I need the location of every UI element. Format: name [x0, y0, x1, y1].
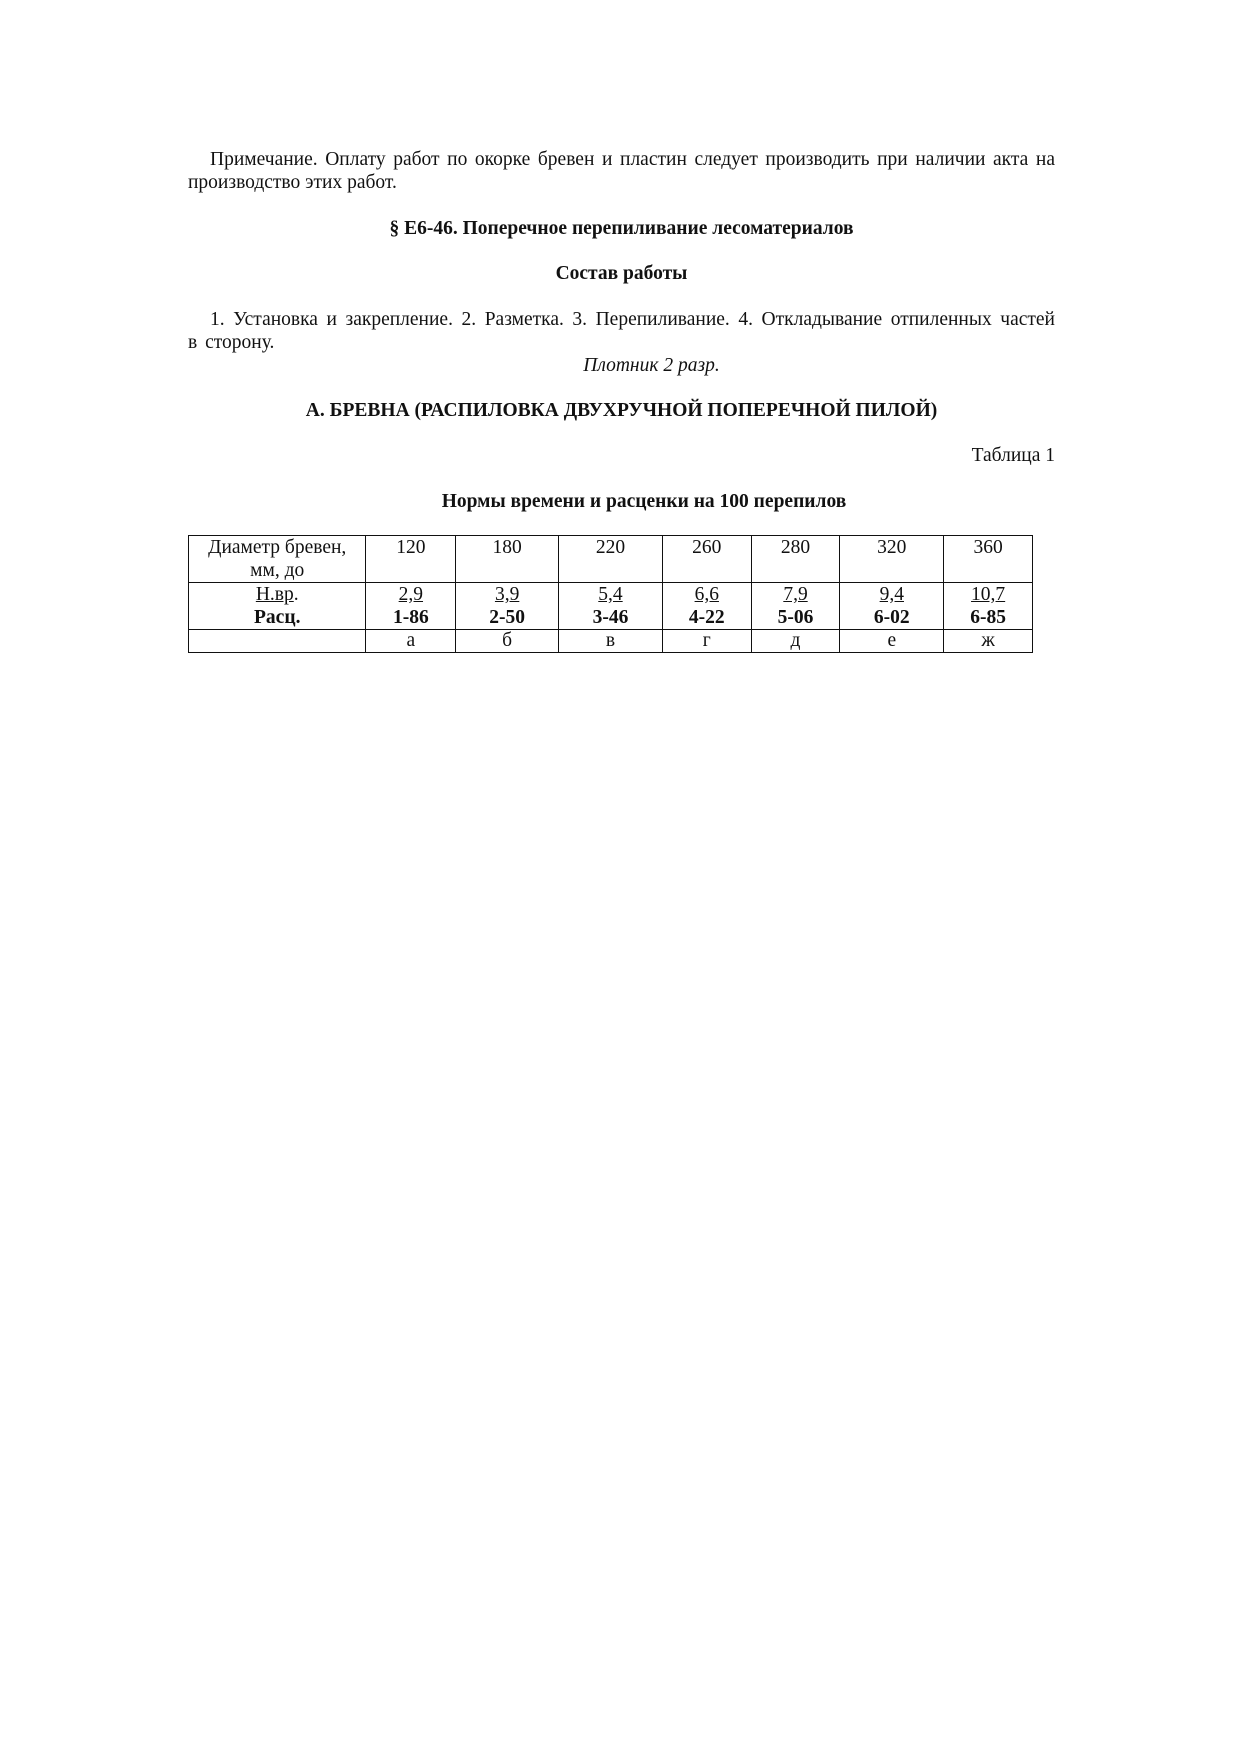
column-letter-cell: е	[840, 630, 944, 653]
empty-cell	[189, 630, 366, 653]
norm-value: 6,6	[694, 584, 719, 605]
norm-value: 2,9	[398, 584, 424, 605]
norm-rate-cell	[559, 583, 663, 630]
rate-value: 6-02	[873, 607, 910, 628]
column-letter-cell: г	[662, 630, 751, 653]
table-row-norms	[189, 583, 1033, 630]
rate-value: 5-06	[777, 607, 814, 628]
diameter-cell: 220	[559, 536, 663, 583]
norm-value: 7,9	[783, 584, 808, 605]
rate-value: 3-46	[592, 607, 629, 628]
table-number: Таблица 1	[971, 445, 1055, 466]
norm-label-dot: .	[293, 584, 299, 605]
rate-value: 4-22	[688, 607, 725, 628]
column-letter-cell: в	[559, 630, 663, 653]
section-title: § Е6-46. Поперечное перепиливание лесоматериалов	[389, 218, 854, 239]
subsection-title: А. БРЕВНА (РАСПИЛОВКА ДВУХРУЧНОЙ ПОПЕРЕЧНОЙ ПИЛОЙ)	[305, 400, 938, 421]
rate-value: 6-85	[970, 607, 1006, 628]
diameter-cell: 120	[366, 536, 456, 583]
column-letter-cell: а	[366, 630, 456, 653]
norm-rate-cell	[456, 583, 559, 630]
note-paragraph: Примечание. Оплату работ по окорке бревен и пластин следует производить при наличии акта на производство этих работ.	[188, 149, 1055, 193]
diameter-cell: 280	[751, 536, 840, 583]
column-letter-cell: д	[751, 630, 840, 653]
norm-value: 5,4	[598, 584, 623, 605]
diameter-cell: 320	[840, 536, 944, 583]
worker-grade: Плотник 2 разр.	[583, 355, 720, 376]
norm-rate-cell	[840, 583, 944, 630]
document-page	[188, 148, 1055, 653]
norm-rate-label-cell	[189, 583, 366, 630]
table-row-letters	[189, 630, 1033, 653]
norm-rate-cell	[944, 583, 1033, 630]
norm-rate-cell	[751, 583, 840, 630]
rate-value: 2-50	[489, 607, 525, 628]
composition-title: Состав работы	[555, 263, 688, 284]
norm-value: 9,4	[879, 584, 904, 605]
norm-value: 10,7	[971, 584, 1006, 605]
norm-label: Н.вр	[255, 584, 294, 605]
column-letter-cell: б	[456, 630, 559, 653]
norms-table	[188, 535, 1033, 653]
diameter-cell: 180	[456, 536, 559, 583]
composition-text: 1. Установка и закрепление. 2. Разметка. 3. Перепиливание. 4. Откладывание отпиленных частей в сторону.	[188, 309, 1055, 353]
table-row-diameter	[189, 536, 1033, 583]
rate-value: 1-86	[392, 607, 429, 628]
table-title: Нормы времени и расценки на 100 перепилов	[441, 491, 847, 512]
diameter-cell: 360	[944, 536, 1033, 583]
diameter-cell: 260	[662, 536, 751, 583]
header-label-cell: Диаметр бревен, мм, до	[189, 536, 366, 583]
rate-label: Расц.	[254, 607, 301, 628]
norm-rate-cell	[366, 583, 456, 630]
norm-rate-cell	[662, 583, 751, 630]
column-letter-cell: ж	[944, 630, 1033, 653]
norm-value: 3,9	[494, 584, 520, 605]
